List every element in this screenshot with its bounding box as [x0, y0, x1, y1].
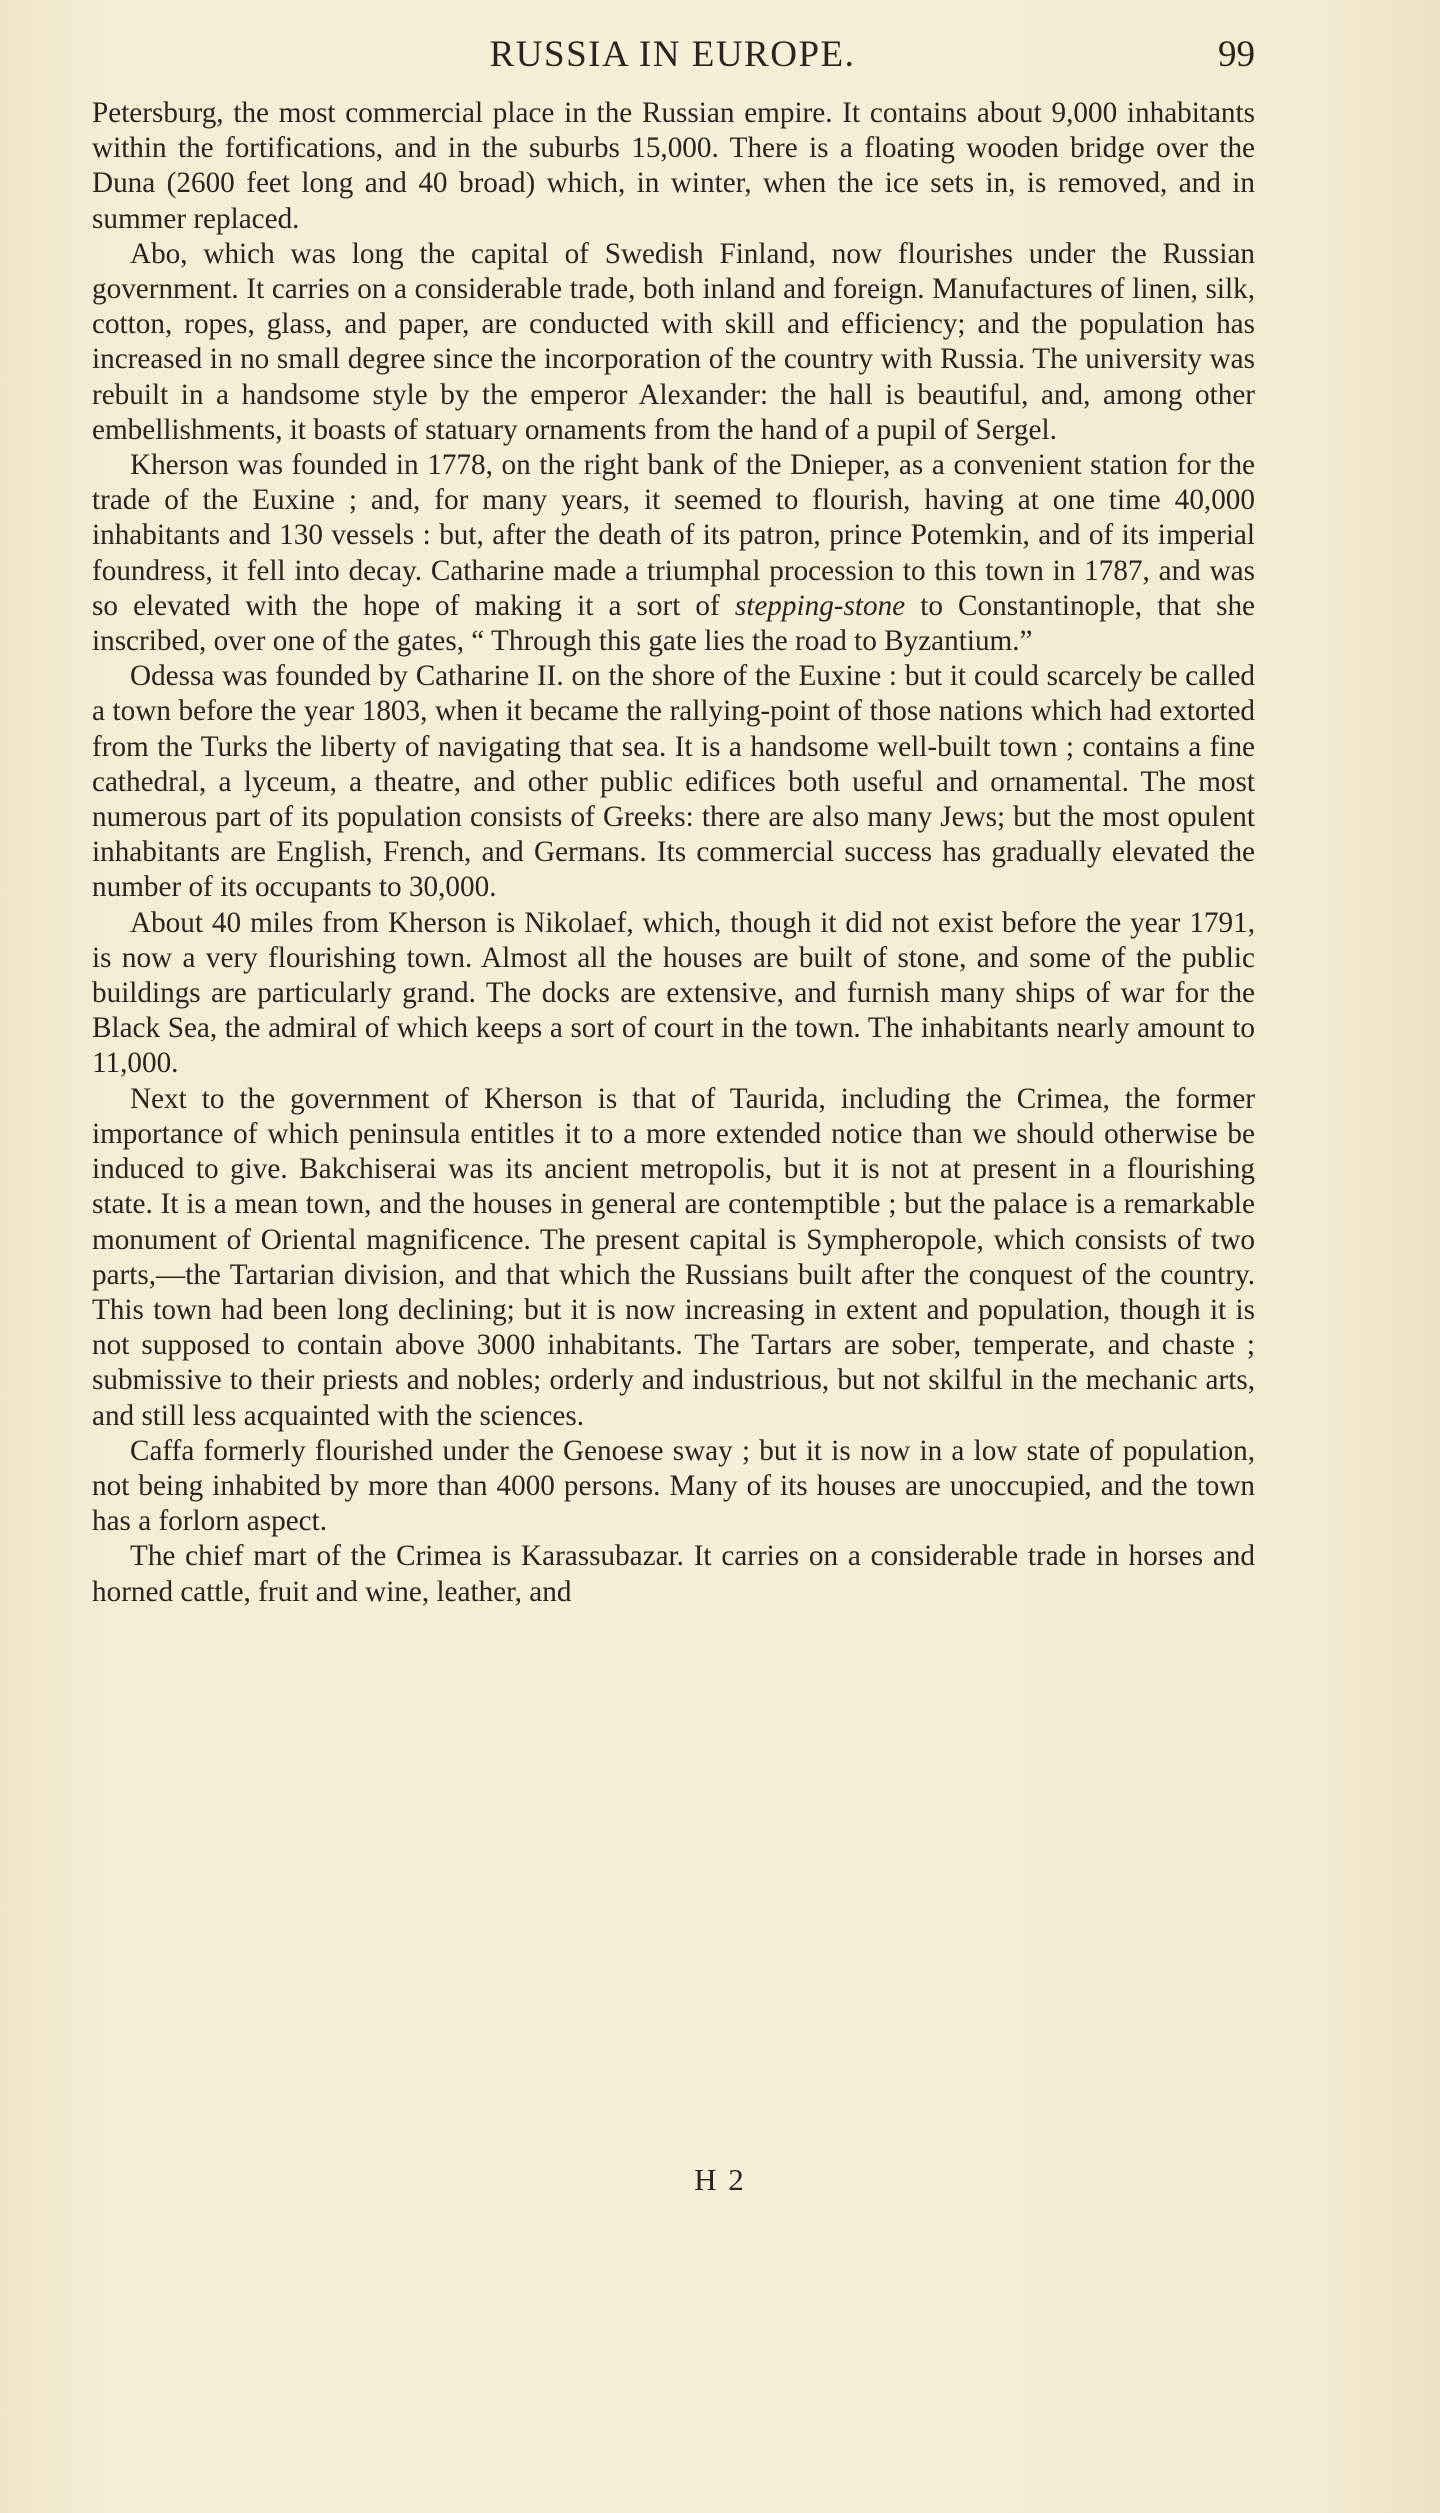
kherson-text-start: Kherson was founded in 1778, on the right bank of the Dnieper, as a convenient station for the trade of the Euxine ; and, for many years, it seemed to flourish, having at one time 40,000 inhabitants and 130 vessels : but, after the death of its patron, prince Potemkin, and of its imperial foundress, it fell into decay. Catharine made a triumphal procession to this town in 1787, and was so elevated with the hope of making it a sort of	[92, 449, 1255, 622]
kherson-emphasis: stepping-stone	[734, 589, 906, 622]
signature-mark: H 2	[694, 2162, 746, 2197]
paragraph-nikolaef: About 40 miles from Kherson is Nikolaef, which, though it did not exist before the year 1791, is now a very flourishing town. Almost all the houses are built of stone, and some of the public buildings are particularly grand. The docks are extensive, and furnish many ships of war for the Black Sea, the admiral of which keeps a sort of court in the town. The inhabitants nearly amount to 11,000.	[92, 906, 1255, 1080]
page-number: 99	[1218, 34, 1255, 75]
paragraph-taurida: Next to the government of Kherson is that of Taurida, including the Crimea, the former importance of which peninsula entitles it to a more extended notice than we should otherwise be induced to give. Bakchiserai was its ancient metropolis, but it is not at present in a flourishing state. It is a mean town, and the houses in general are contemptible ; but the palace is a remarkable monument of Oriental magnificence. The present capital is Sympheropole, which consists of two parts,—the Tartarian division, and that which the Russians built after the conquest of the country. This town had been long declining; but it is now increasing in extent and population, though it is not supposed to contain above 3000 inhabitants. The Tartars are sober, temperate, and chaste ; submissive to their priests and nobles; orderly and industrious, but not skilful in the mechanic arts, and still less acquainted with the sciences.	[92, 1082, 1255, 1432]
paragraph-odessa: Odessa was founded by Catharine II. on the shore of the Euxine : but it could scarcely be called a town before the year 1803, when it became the rallying-point of those nations which had extorted from the Turks the liberty of navigating that sea. It is a handsome well-built town ; contains a fine cathedral, a lyceum, a theatre, and other public edifices both useful and ornamental. The most numerous part of its population consists of Greeks: there are also many Jews; but the most opulent inhabitants are English, French, and Germans. Its commercial success has gradually elevated the number of its occupants to 30,000.	[92, 660, 1255, 904]
paragraph-petersburg: Petersburg, the most commercial place in the Russian empire. It contains about 9,000 inhabitants within the fortifications, and in the suburbs 15,000. There is a floating wooden bridge over the Duna (2600 feet long and 40 broad) which, in winter, when the ice sets in, is removed, and in summer replaced.	[92, 97, 1255, 235]
kherson-text-end: to Constantinople, that she inscribed, over one of the gates, “ Through this gate lies the road to Byzantium.”	[92, 589, 1255, 658]
paragraph-abo: Abo, which was long the capital of Swedish Finland, now flourishes under the Russian government. It carries on a considerable trade, both inland and foreign. Manufactures of linen, silk, cotton, ropes, glass, and paper, are conducted with skill and efficiency; and the population has increased in no small degree since the incorporation of the country with Russia. The university was rebuilt in a handsome style by the emperor Alexander: the hall is beautiful, and, among other embellishments, it boasts of statuary ornaments from the hand of a pupil of Sergel.	[92, 237, 1255, 446]
paragraph-kherson	[92, 448, 1255, 659]
paragraph-caffa: Caffa formerly flourished under the Genoese sway ; but it is now in a low state of population, not being inhabited by more than 4000 persons. Many of its houses are unoccupied, and the town has a forlorn aspect.	[92, 1434, 1255, 1538]
paragraph-karassubazar: The chief mart of the Crimea is Karassubazar. It carries on a considerable trade in horses and horned cattle, fruit and wine, leather, and	[92, 1540, 1255, 1608]
running-head	[90, 30, 1255, 80]
body-text	[92, 96, 1255, 1610]
running-title: RUSSIA IN EUROPE.	[489, 34, 856, 75]
